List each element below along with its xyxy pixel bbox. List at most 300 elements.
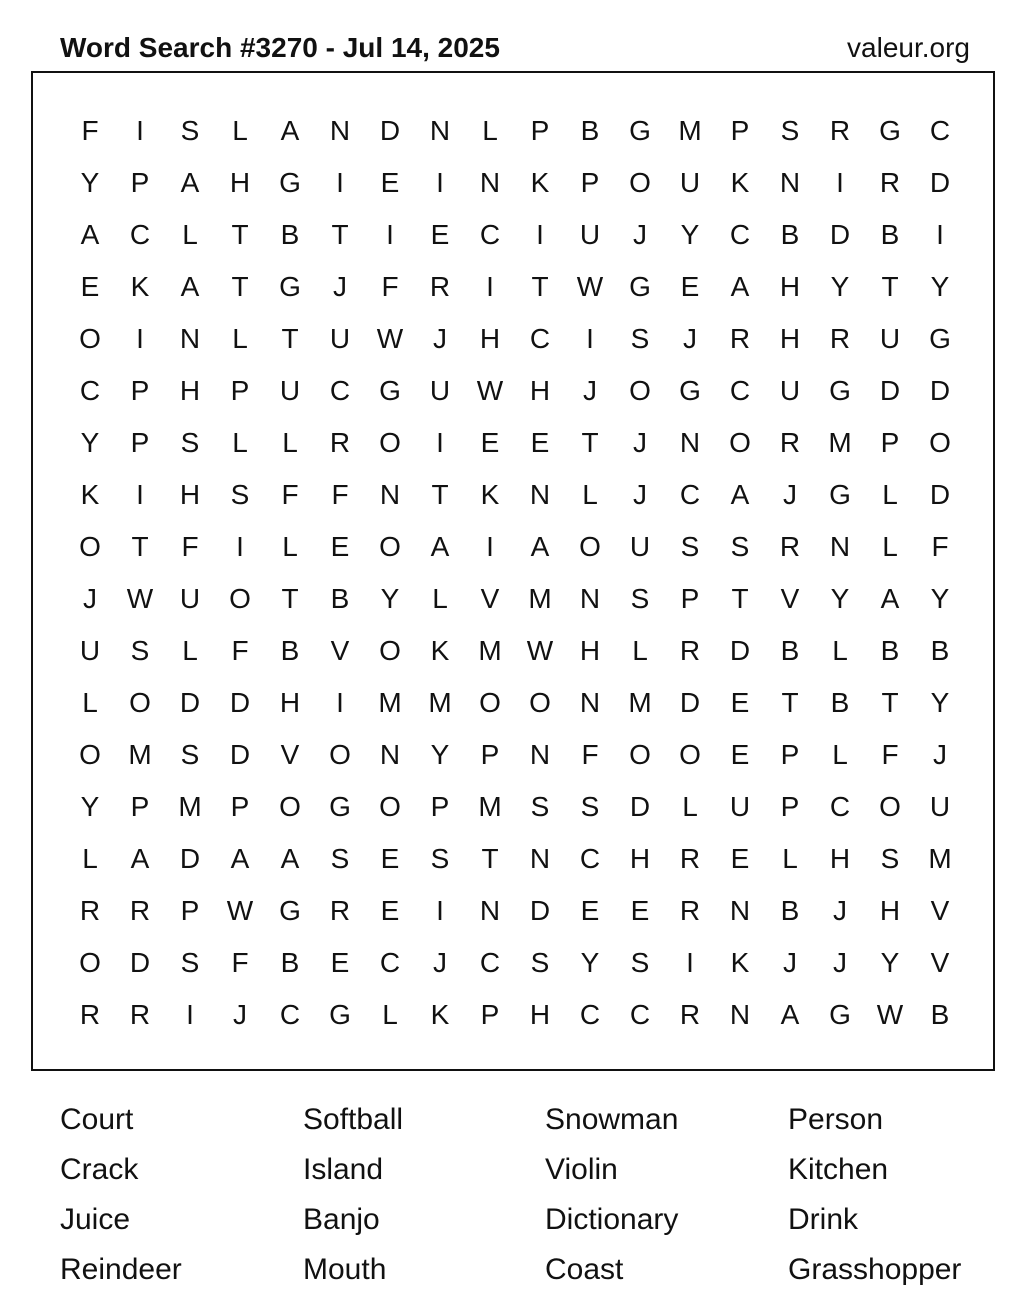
grid-cell[interactable]: I (386, 219, 394, 250)
grid-cell[interactable]: B (580, 115, 600, 146)
grid-cell[interactable]: Y (880, 947, 900, 978)
grid-cell[interactable]: B (280, 947, 300, 978)
grid-cell[interactable]: N (479, 167, 501, 198)
grid-cell[interactable]: L (882, 479, 898, 510)
grid-cell[interactable]: G (629, 115, 651, 146)
grid-cell[interactable]: G (829, 999, 851, 1030)
grid-cell[interactable]: O (79, 531, 101, 562)
grid-cell[interactable]: D (179, 843, 201, 874)
grid-cell[interactable]: B (280, 219, 300, 250)
grid-cell[interactable]: P (730, 115, 750, 146)
grid-cell[interactable]: H (529, 375, 551, 406)
grid-cell[interactable]: S (180, 739, 200, 770)
grid-cell[interactable]: R (79, 999, 101, 1030)
grid-cell[interactable]: D (929, 375, 951, 406)
grid-cell[interactable]: E (530, 427, 550, 458)
grid-cell[interactable]: N (529, 739, 551, 770)
grid-cell[interactable]: P (580, 167, 600, 198)
grid-cell[interactable]: I (436, 427, 444, 458)
grid-cell[interactable]: R (879, 167, 901, 198)
grid-cell[interactable]: C (579, 999, 601, 1030)
grid-cell[interactable]: D (229, 739, 251, 770)
grid-cell[interactable]: Y (80, 167, 100, 198)
grid-cell[interactable]: R (829, 115, 851, 146)
grid-cell[interactable]: U (579, 219, 601, 250)
grid-cell[interactable]: O (329, 739, 351, 770)
grid-cell[interactable]: P (880, 427, 900, 458)
grid-cell[interactable]: I (436, 167, 444, 198)
grid-cell[interactable]: J (583, 375, 597, 406)
grid-cell[interactable]: C (379, 947, 401, 978)
grid-cell[interactable]: D (129, 947, 151, 978)
grid-cell[interactable]: C (829, 791, 851, 822)
grid-cell[interactable]: D (929, 167, 951, 198)
grid-cell[interactable]: I (336, 167, 344, 198)
grid-cell[interactable]: I (486, 271, 494, 302)
grid-cell[interactable]: E (730, 739, 750, 770)
grid-cell[interactable]: A (280, 115, 300, 146)
grid-cell[interactable]: C (679, 479, 701, 510)
grid-cell[interactable]: V (330, 635, 350, 666)
grid-cell[interactable]: C (629, 999, 651, 1030)
grid-cell[interactable]: S (130, 635, 150, 666)
grid-cell[interactable]: E (430, 219, 450, 250)
grid-cell[interactable]: D (529, 895, 551, 926)
grid-cell[interactable]: Y (830, 583, 850, 614)
grid-cell[interactable]: M (628, 687, 652, 718)
grid-cell[interactable]: C (479, 947, 501, 978)
grid-cell[interactable]: G (329, 999, 351, 1030)
grid-cell[interactable]: H (179, 375, 201, 406)
grid-cell[interactable]: I (486, 531, 494, 562)
grid-cell[interactable]: O (79, 323, 101, 354)
grid-cell[interactable]: R (329, 427, 351, 458)
grid-cell[interactable]: J (633, 427, 647, 458)
grid-cell[interactable]: I (336, 687, 344, 718)
grid-cell[interactable]: O (879, 791, 901, 822)
grid-cell[interactable]: E (580, 895, 600, 926)
grid-cell[interactable]: N (379, 479, 401, 510)
grid-cell[interactable]: B (780, 895, 800, 926)
grid-cell[interactable]: I (436, 895, 444, 926)
grid-cell[interactable]: P (430, 791, 450, 822)
grid-cell[interactable]: E (380, 895, 400, 926)
grid-cell[interactable]: C (329, 375, 351, 406)
grid-cell[interactable]: H (279, 687, 301, 718)
grid-cell[interactable]: L (232, 115, 248, 146)
grid-cell[interactable]: S (430, 843, 450, 874)
grid-cell[interactable]: F (331, 479, 349, 510)
grid-cell[interactable]: J (783, 947, 797, 978)
grid-cell[interactable]: D (379, 115, 401, 146)
grid-cell[interactable]: N (179, 323, 201, 354)
grid-cell[interactable]: N (829, 531, 851, 562)
grid-cell[interactable]: Y (580, 947, 600, 978)
grid-cell[interactable]: H (579, 635, 601, 666)
grid-cell[interactable]: H (179, 479, 201, 510)
grid-cell[interactable]: A (530, 531, 550, 562)
grid-cell[interactable]: S (630, 947, 650, 978)
grid-cell[interactable]: B (780, 635, 800, 666)
grid-cell[interactable]: F (931, 531, 949, 562)
grid-cell[interactable]: O (629, 167, 651, 198)
grid-cell[interactable]: R (829, 323, 851, 354)
grid-cell[interactable]: O (629, 739, 651, 770)
grid-cell[interactable]: L (482, 115, 498, 146)
grid-cell[interactable]: U (79, 635, 101, 666)
grid-cell[interactable]: L (632, 635, 648, 666)
grid-cell[interactable]: U (929, 791, 951, 822)
grid-cell[interactable]: J (633, 219, 647, 250)
grid-cell[interactable]: S (180, 947, 200, 978)
grid-cell[interactable]: S (530, 947, 550, 978)
grid-cell[interactable]: O (579, 531, 601, 562)
grid-cell[interactable]: G (829, 375, 851, 406)
grid-cell[interactable]: P (530, 115, 550, 146)
grid-cell[interactable]: O (729, 427, 751, 458)
grid-cell[interactable]: M (178, 791, 202, 822)
grid-cell[interactable]: S (180, 427, 200, 458)
grid-cell[interactable]: B (280, 635, 300, 666)
grid-cell[interactable]: J (83, 583, 97, 614)
grid-cell[interactable]: G (379, 375, 401, 406)
grid-cell[interactable]: U (279, 375, 301, 406)
grid-cell[interactable]: R (129, 895, 151, 926)
grid-cell[interactable]: Y (80, 791, 100, 822)
grid-cell[interactable]: T (531, 271, 549, 302)
grid-cell[interactable]: C (479, 219, 501, 250)
grid-cell[interactable]: H (229, 167, 251, 198)
grid-cell[interactable]: C (729, 219, 751, 250)
grid-cell[interactable]: L (82, 843, 98, 874)
grid-cell[interactable]: P (780, 791, 800, 822)
grid-cell[interactable]: T (881, 271, 899, 302)
grid-cell[interactable]: F (231, 947, 249, 978)
grid-cell[interactable]: L (432, 583, 448, 614)
grid-cell[interactable]: E (680, 271, 700, 302)
grid-cell[interactable]: J (833, 947, 847, 978)
grid-cell[interactable]: O (379, 531, 401, 562)
grid-cell[interactable]: A (180, 271, 200, 302)
grid-cell[interactable]: R (729, 323, 751, 354)
grid-cell[interactable]: V (280, 739, 300, 770)
grid-cell[interactable]: R (779, 427, 801, 458)
grid-cell[interactable]: R (329, 895, 351, 926)
grid-cell[interactable]: S (880, 843, 900, 874)
grid-cell[interactable]: A (880, 583, 900, 614)
grid-cell[interactable]: L (682, 791, 698, 822)
grid-cell[interactable]: S (680, 531, 700, 562)
grid-cell[interactable]: Y (380, 583, 400, 614)
grid-cell[interactable]: C (929, 115, 951, 146)
grid-cell[interactable]: K (530, 167, 550, 198)
grid-cell[interactable]: B (930, 635, 950, 666)
grid-cell[interactable]: R (679, 843, 701, 874)
grid-cell[interactable]: P (480, 739, 500, 770)
grid-cell[interactable]: M (528, 583, 552, 614)
grid-cell[interactable]: S (730, 531, 750, 562)
grid-cell[interactable]: E (730, 843, 750, 874)
grid-cell[interactable]: C (529, 323, 551, 354)
grid-cell[interactable]: B (780, 219, 800, 250)
grid-cell[interactable]: U (429, 375, 451, 406)
grid-cell[interactable]: T (131, 531, 149, 562)
grid-cell[interactable]: L (182, 219, 198, 250)
grid-cell[interactable]: R (129, 999, 151, 1030)
grid-cell[interactable]: O (929, 427, 951, 458)
grid-cell[interactable]: I (136, 115, 144, 146)
grid-cell[interactable]: F (381, 271, 399, 302)
grid-cell[interactable]: N (679, 427, 701, 458)
grid-cell[interactable]: B (830, 687, 850, 718)
grid-cell[interactable]: H (779, 271, 801, 302)
grid-cell[interactable]: L (182, 635, 198, 666)
grid-cell[interactable]: K (480, 479, 500, 510)
grid-cell[interactable]: I (236, 531, 244, 562)
grid-cell[interactable]: I (936, 219, 944, 250)
grid-cell[interactable]: L (282, 531, 298, 562)
grid-cell[interactable]: U (779, 375, 801, 406)
grid-cell[interactable]: J (683, 323, 697, 354)
letter-grid[interactable] (33, 73, 993, 1069)
grid-cell[interactable]: O (279, 791, 301, 822)
grid-cell[interactable]: W (876, 999, 904, 1030)
grid-cell[interactable]: H (529, 999, 551, 1030)
grid-cell[interactable]: S (630, 323, 650, 354)
grid-cell[interactable]: E (330, 531, 350, 562)
grid-cell[interactable]: J (433, 947, 447, 978)
grid-cell[interactable]: S (180, 115, 200, 146)
grid-cell[interactable]: I (586, 323, 594, 354)
grid-cell[interactable]: O (379, 791, 401, 822)
grid-cell[interactable]: V (480, 583, 500, 614)
grid-cell[interactable]: T (431, 479, 449, 510)
grid-cell[interactable]: L (582, 479, 598, 510)
grid-cell[interactable]: J (933, 739, 947, 770)
grid-cell[interactable]: R (679, 895, 701, 926)
grid-cell[interactable]: I (136, 479, 144, 510)
grid-cell[interactable]: T (281, 323, 299, 354)
grid-cell[interactable]: F (181, 531, 199, 562)
grid-cell[interactable]: E (380, 167, 400, 198)
grid-cell[interactable]: A (130, 843, 150, 874)
grid-cell[interactable]: E (630, 895, 650, 926)
grid-cell[interactable]: V (780, 583, 800, 614)
grid-cell[interactable]: F (581, 739, 599, 770)
grid-cell[interactable]: K (730, 947, 750, 978)
grid-cell[interactable]: T (331, 219, 349, 250)
grid-cell[interactable]: O (79, 947, 101, 978)
grid-cell[interactable]: B (930, 999, 950, 1030)
grid-cell[interactable]: L (232, 323, 248, 354)
grid-cell[interactable]: M (478, 791, 502, 822)
grid-cell[interactable]: N (579, 687, 601, 718)
grid-cell[interactable]: G (329, 791, 351, 822)
grid-cell[interactable]: N (529, 479, 551, 510)
grid-cell[interactable]: U (729, 791, 751, 822)
grid-cell[interactable]: Y (830, 271, 850, 302)
grid-cell[interactable]: P (230, 791, 250, 822)
grid-cell[interactable]: B (880, 635, 900, 666)
grid-cell[interactable]: A (430, 531, 450, 562)
grid-cell[interactable]: L (832, 739, 848, 770)
grid-cell[interactable]: K (430, 635, 450, 666)
grid-cell[interactable]: N (529, 843, 551, 874)
grid-cell[interactable]: A (280, 843, 300, 874)
grid-cell[interactable]: N (579, 583, 601, 614)
grid-cell[interactable]: E (480, 427, 500, 458)
grid-cell[interactable]: P (130, 375, 150, 406)
grid-cell[interactable]: I (536, 219, 544, 250)
grid-cell[interactable]: S (630, 583, 650, 614)
grid-cell[interactable]: R (429, 271, 451, 302)
grid-cell[interactable]: A (80, 219, 100, 250)
grid-cell[interactable]: N (479, 895, 501, 926)
grid-cell[interactable]: U (879, 323, 901, 354)
grid-cell[interactable]: S (580, 791, 600, 822)
grid-cell[interactable]: C (79, 375, 101, 406)
grid-cell[interactable]: L (382, 999, 398, 1030)
grid-cell[interactable]: W (476, 375, 504, 406)
grid-cell[interactable]: N (379, 739, 401, 770)
grid-cell[interactable]: O (679, 739, 701, 770)
grid-cell[interactable]: J (333, 271, 347, 302)
grid-cell[interactable]: T (781, 687, 799, 718)
grid-cell[interactable]: K (80, 479, 100, 510)
grid-cell[interactable]: N (729, 999, 751, 1030)
grid-cell[interactable]: I (136, 323, 144, 354)
grid-cell[interactable]: L (832, 635, 848, 666)
grid-cell[interactable]: D (679, 687, 701, 718)
grid-cell[interactable]: P (130, 427, 150, 458)
grid-cell[interactable]: P (230, 375, 250, 406)
grid-cell[interactable]: F (231, 635, 249, 666)
grid-cell[interactable]: A (730, 479, 750, 510)
grid-cell[interactable]: H (829, 843, 851, 874)
grid-cell[interactable]: G (279, 895, 301, 926)
grid-cell[interactable]: O (229, 583, 251, 614)
grid-cell[interactable]: F (81, 115, 99, 146)
grid-cell[interactable]: T (881, 687, 899, 718)
grid-cell[interactable]: E (80, 271, 100, 302)
grid-cell[interactable]: G (929, 323, 951, 354)
grid-cell[interactable]: P (180, 895, 200, 926)
grid-cell[interactable]: U (629, 531, 651, 562)
grid-cell[interactable]: C (279, 999, 301, 1030)
grid-cell[interactable]: W (226, 895, 254, 926)
grid-cell[interactable]: I (686, 947, 694, 978)
grid-cell[interactable]: K (730, 167, 750, 198)
grid-cell[interactable]: Y (80, 427, 100, 458)
grid-cell[interactable]: M (678, 115, 702, 146)
grid-cell[interactable]: P (130, 791, 150, 822)
grid-cell[interactable]: U (179, 583, 201, 614)
grid-cell[interactable]: J (633, 479, 647, 510)
grid-cell[interactable]: E (330, 947, 350, 978)
grid-cell[interactable]: A (180, 167, 200, 198)
grid-cell[interactable]: H (779, 323, 801, 354)
grid-cell[interactable]: J (433, 323, 447, 354)
grid-cell[interactable]: G (679, 375, 701, 406)
grid-cell[interactable]: K (430, 999, 450, 1030)
grid-cell[interactable]: T (581, 427, 599, 458)
grid-cell[interactable]: A (780, 999, 800, 1030)
grid-cell[interactable]: O (529, 687, 551, 718)
grid-cell[interactable]: Y (930, 271, 950, 302)
grid-cell[interactable]: A (730, 271, 750, 302)
grid-cell[interactable]: T (281, 583, 299, 614)
grid-cell[interactable]: M (128, 739, 152, 770)
grid-cell[interactable]: P (780, 739, 800, 770)
grid-cell[interactable]: L (882, 531, 898, 562)
grid-cell[interactable]: R (679, 635, 701, 666)
grid-cell[interactable]: O (629, 375, 651, 406)
grid-cell[interactable]: L (82, 687, 98, 718)
grid-cell[interactable]: Y (930, 583, 950, 614)
grid-cell[interactable]: H (479, 323, 501, 354)
grid-cell[interactable]: P (680, 583, 700, 614)
grid-cell[interactable]: D (179, 687, 201, 718)
grid-cell[interactable]: G (829, 479, 851, 510)
grid-cell[interactable]: E (380, 843, 400, 874)
grid-cell[interactable]: P (480, 999, 500, 1030)
grid-cell[interactable]: M (828, 427, 852, 458)
grid-cell[interactable]: O (79, 739, 101, 770)
grid-cell[interactable]: W (126, 583, 154, 614)
grid-cell[interactable]: O (129, 687, 151, 718)
grid-cell[interactable]: C (729, 375, 751, 406)
grid-cell[interactable]: K (130, 271, 150, 302)
grid-cell[interactable]: M (428, 687, 452, 718)
grid-cell[interactable]: C (579, 843, 601, 874)
grid-cell[interactable]: L (282, 427, 298, 458)
grid-cell[interactable]: M (478, 635, 502, 666)
grid-cell[interactable]: D (729, 635, 751, 666)
grid-cell[interactable]: F (881, 739, 899, 770)
grid-cell[interactable]: E (730, 687, 750, 718)
grid-cell[interactable]: T (231, 219, 249, 250)
grid-cell[interactable]: M (378, 687, 402, 718)
grid-cell[interactable]: Y (680, 219, 700, 250)
grid-cell[interactable]: R (79, 895, 101, 926)
grid-cell[interactable]: S (780, 115, 800, 146)
grid-cell[interactable]: H (629, 843, 651, 874)
grid-cell[interactable]: O (379, 427, 401, 458)
grid-cell[interactable]: H (879, 895, 901, 926)
grid-cell[interactable]: D (629, 791, 651, 822)
grid-cell[interactable]: L (782, 843, 798, 874)
grid-cell[interactable]: W (526, 635, 554, 666)
grid-cell[interactable]: N (779, 167, 801, 198)
grid-cell[interactable]: J (833, 895, 847, 926)
grid-cell[interactable]: G (279, 167, 301, 198)
grid-cell[interactable]: N (429, 115, 451, 146)
grid-cell[interactable]: R (779, 531, 801, 562)
grid-cell[interactable]: D (229, 687, 251, 718)
grid-cell[interactable]: J (783, 479, 797, 510)
grid-cell[interactable]: D (929, 479, 951, 510)
grid-cell[interactable]: R (679, 999, 701, 1030)
grid-cell[interactable]: U (679, 167, 701, 198)
grid-cell[interactable]: B (330, 583, 350, 614)
grid-cell[interactable]: U (329, 323, 351, 354)
grid-cell[interactable]: O (479, 687, 501, 718)
grid-cell[interactable]: T (481, 843, 499, 874)
grid-cell[interactable]: B (880, 219, 900, 250)
grid-cell[interactable]: J (233, 999, 247, 1030)
grid-cell[interactable]: T (231, 271, 249, 302)
grid-cell[interactable]: P (130, 167, 150, 198)
